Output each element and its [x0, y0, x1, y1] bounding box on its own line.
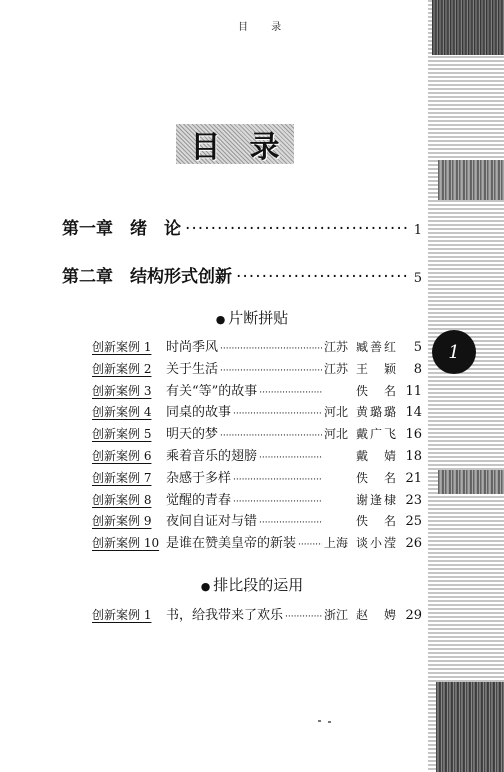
- entry-author: 赵 娉: [356, 608, 399, 622]
- entry-region: 江苏: [324, 361, 349, 376]
- leader-dots: [259, 518, 322, 528]
- entry-region: 上海: [324, 536, 349, 551]
- entry-author: 佚 名: [356, 470, 399, 485]
- entry-label: 创新案例 4: [92, 405, 152, 420]
- section-heading-text: 片断拼贴: [228, 309, 289, 327]
- entry-region: 浙江: [324, 608, 349, 622]
- scan-band: [438, 470, 504, 494]
- leader-dots: [233, 475, 322, 485]
- entry-title: 书，给我带来了欢乐: [166, 608, 284, 623]
- entry-label: 创新案例 5: [92, 427, 152, 442]
- entry-title: 时尚季风: [166, 340, 219, 355]
- section-heading-text: 排比段的运用: [213, 576, 304, 594]
- entry-title: 是谁在赞美皇帝的新装: [166, 536, 297, 552]
- entry-title: 明天的梦: [166, 427, 219, 443]
- chapter-number: 第二章: [62, 267, 113, 287]
- toc-entry[interactable]: [92, 336, 422, 355]
- chapter-entry[interactable]: [62, 262, 422, 287]
- leader-dots: [259, 388, 322, 398]
- leader-dots: [233, 409, 322, 419]
- entry-page: 29: [405, 608, 422, 623]
- entry-title: 夜间自证对与错: [166, 514, 258, 530]
- leader-dots: [233, 497, 322, 507]
- entry-author: 王 颖: [356, 361, 399, 376]
- section-heading: [0, 307, 504, 328]
- entry-region: 河北: [324, 427, 349, 442]
- leader-dots: [220, 431, 322, 441]
- leader-dots: [285, 612, 322, 622]
- toc-entry[interactable]: [92, 358, 422, 377]
- entry-author: 戴广飞: [356, 427, 399, 442]
- leader-dots: [259, 453, 322, 463]
- toc-entry[interactable]: [92, 489, 422, 508]
- entry-region: 江苏: [324, 340, 349, 354]
- chapter-entry[interactable]: [62, 214, 422, 239]
- entry-author: 佚 名: [356, 383, 399, 398]
- entry-title: 乘着音乐的翅膀: [166, 449, 258, 464]
- entry-title: 杂感于多样: [166, 470, 232, 486]
- entry-page: 5: [413, 340, 422, 355]
- chapter-page: 5: [413, 271, 422, 286]
- scan-dark-top: [432, 0, 504, 55]
- scan-dark-bottom: [436, 682, 504, 772]
- entry-author: 谢逢棣: [356, 492, 399, 507]
- entry-label: 创新案例 10: [92, 536, 160, 551]
- entry-title: 觉醒的青春: [166, 492, 232, 508]
- entry-author: 臧善红: [356, 340, 399, 354]
- toc-entry[interactable]: [92, 604, 422, 623]
- chapter-page: 1: [413, 223, 422, 238]
- leader-dots: [220, 344, 322, 354]
- entry-page: 23: [405, 492, 422, 508]
- entry-label: 创新案例 1: [92, 608, 152, 622]
- entry-page: 8: [413, 361, 422, 377]
- title-char: 目: [190, 130, 221, 165]
- toc-entry[interactable]: [92, 380, 422, 399]
- toc-entry[interactable]: [92, 423, 422, 442]
- entry-author: 佚 名: [356, 514, 399, 529]
- entry-page: 18: [405, 449, 422, 464]
- running-head: 目 录: [238, 22, 292, 33]
- entry-author: 谈小滢: [356, 536, 399, 551]
- entry-label: 创新案例 6: [92, 449, 152, 463]
- chapter-name: 绪 论: [130, 219, 181, 239]
- entry-label: 创新案例 9: [92, 514, 152, 529]
- title-char: 录: [249, 130, 280, 165]
- section-heading: [0, 574, 504, 595]
- bullet-icon: ●: [215, 313, 226, 326]
- leader-dots: [298, 540, 322, 550]
- toc-entry[interactable]: [92, 401, 422, 420]
- entry-label: 创新案例 3: [92, 383, 152, 398]
- toc-entry[interactable]: [92, 445, 422, 464]
- chapter-number: 第一章: [62, 219, 113, 239]
- entry-label: 创新案例 2: [92, 361, 152, 376]
- entry-title: 有关“等”的故事: [166, 383, 258, 399]
- toc-entry[interactable]: [92, 532, 422, 551]
- entry-label: 创新案例 7: [92, 470, 152, 485]
- scan-speck: [318, 720, 321, 722]
- page-number-badge: 1: [432, 330, 476, 374]
- scan-edge-strip: [428, 0, 504, 772]
- bullet-icon: ●: [200, 580, 211, 593]
- entry-title: 关于生活: [166, 361, 219, 377]
- scan-band: [438, 160, 504, 200]
- entry-title: 同桌的故事: [166, 405, 232, 421]
- leader-dots: [220, 366, 322, 376]
- entry-page: 21: [405, 470, 422, 486]
- entry-page: 16: [405, 427, 422, 443]
- entry-region: 河北: [324, 405, 349, 420]
- entry-author: 黄璐璐: [356, 405, 399, 420]
- entry-page: 25: [405, 514, 422, 530]
- toc-entry[interactable]: [92, 467, 422, 486]
- entry-label: 创新案例 1: [92, 340, 152, 354]
- entry-page: 14: [405, 405, 422, 421]
- leader-dots: [185, 219, 410, 239]
- scan-speck: [328, 721, 331, 723]
- toc-entry[interactable]: [92, 510, 422, 529]
- entry-page: 26: [405, 536, 422, 552]
- chapter-name: 结构形式创新: [130, 267, 232, 287]
- entry-label: 创新案例 8: [92, 492, 152, 507]
- entry-author: 戴 婧: [356, 449, 399, 463]
- page-title: [176, 124, 294, 164]
- leader-dots: [236, 267, 410, 287]
- entry-page: 11: [405, 383, 422, 399]
